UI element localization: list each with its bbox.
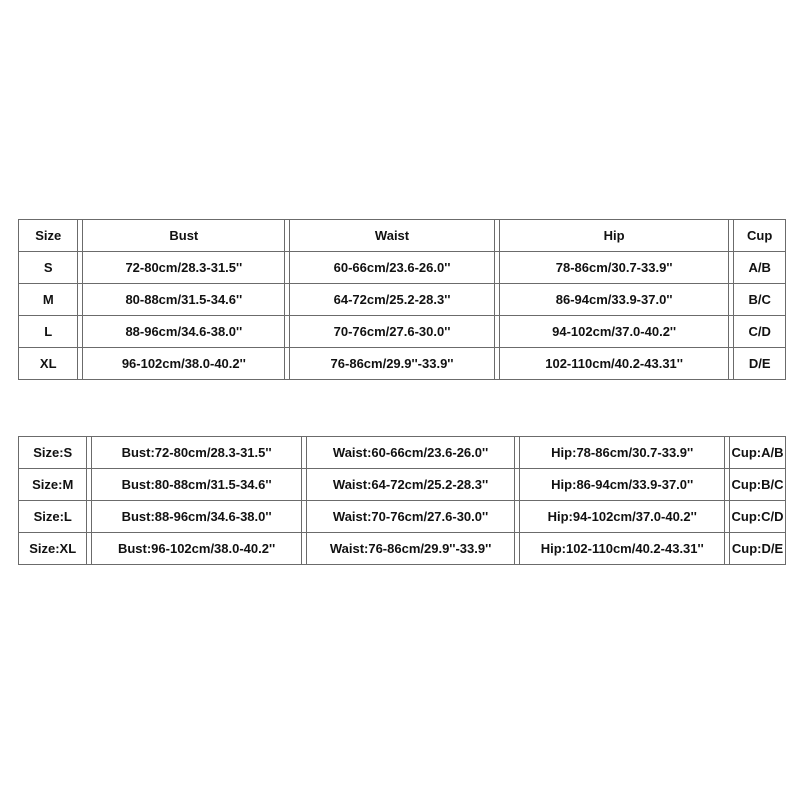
cell-hip: 86-94cm/33.9-37.0'' xyxy=(500,284,730,316)
cell-waist: Waist:76-86cm/29.9''-33.9'' xyxy=(307,533,516,565)
cell-cup: Cup:B/C xyxy=(730,469,786,501)
cell-hip: Hip:102-110cm/40.2-43.31'' xyxy=(520,533,725,565)
cell-size: Size:M xyxy=(19,469,87,501)
cell-waist: 76-86cm/29.9''-33.9'' xyxy=(290,348,495,380)
cell-waist: Waist:64-72cm/25.2-28.3'' xyxy=(307,469,516,501)
cell-cup: D/E xyxy=(734,348,786,380)
cell-cup: Cup:A/B xyxy=(730,437,786,469)
header-bust: Bust xyxy=(83,220,285,252)
size-chart-labeled-table xyxy=(18,436,786,565)
table-row xyxy=(19,284,786,316)
header-size: Size xyxy=(19,220,78,252)
cell-size: M xyxy=(19,284,78,316)
cell-size: S xyxy=(19,252,78,284)
cell-size: Size:S xyxy=(19,437,87,469)
table-row xyxy=(19,469,786,501)
cell-cup: Cup:C/D xyxy=(730,501,786,533)
cell-cup: Cup:D/E xyxy=(730,533,786,565)
cell-hip: 78-86cm/30.7-33.9'' xyxy=(500,252,730,284)
cell-hip: Hip:94-102cm/37.0-40.2'' xyxy=(520,501,725,533)
cell-waist: 70-76cm/27.6-30.0'' xyxy=(290,316,495,348)
cell-hip: 102-110cm/40.2-43.31'' xyxy=(500,348,730,380)
cell-bust: Bust:80-88cm/31.5-34.6'' xyxy=(92,469,302,501)
cell-bust: 96-102cm/38.0-40.2'' xyxy=(83,348,285,380)
cell-bust: Bust:96-102cm/38.0-40.2'' xyxy=(92,533,302,565)
cell-bust: 72-80cm/28.3-31.5'' xyxy=(83,252,285,284)
table-row xyxy=(19,316,786,348)
size-chart-table xyxy=(18,219,786,380)
cell-bust: 88-96cm/34.6-38.0'' xyxy=(83,316,285,348)
cell-hip: Hip:78-86cm/30.7-33.9'' xyxy=(520,437,725,469)
cell-size: L xyxy=(19,316,78,348)
header-hip: Hip xyxy=(500,220,730,252)
table-row xyxy=(19,437,786,469)
cell-hip: Hip:86-94cm/33.9-37.0'' xyxy=(520,469,725,501)
table-row xyxy=(19,252,786,284)
cell-size: XL xyxy=(19,348,78,380)
cell-waist: 60-66cm/23.6-26.0'' xyxy=(290,252,495,284)
header-waist: Waist xyxy=(290,220,495,252)
table-row xyxy=(19,533,786,565)
cell-cup: B/C xyxy=(734,284,786,316)
cell-hip: 94-102cm/37.0-40.2'' xyxy=(500,316,730,348)
cell-waist: Waist:70-76cm/27.6-30.0'' xyxy=(307,501,516,533)
cell-cup: C/D xyxy=(734,316,786,348)
cell-size: Size:L xyxy=(19,501,87,533)
table-row xyxy=(19,501,786,533)
cell-bust: Bust:88-96cm/34.6-38.0'' xyxy=(92,501,302,533)
cell-waist: Waist:60-66cm/23.6-26.0'' xyxy=(307,437,516,469)
header-cup: Cup xyxy=(734,220,786,252)
table-row xyxy=(19,348,786,380)
cell-bust: Bust:72-80cm/28.3-31.5'' xyxy=(92,437,302,469)
cell-bust: 80-88cm/31.5-34.6'' xyxy=(83,284,285,316)
cell-waist: 64-72cm/25.2-28.3'' xyxy=(290,284,495,316)
cell-size: Size:XL xyxy=(19,533,87,565)
table-header-row xyxy=(19,220,786,252)
cell-cup: A/B xyxy=(734,252,786,284)
